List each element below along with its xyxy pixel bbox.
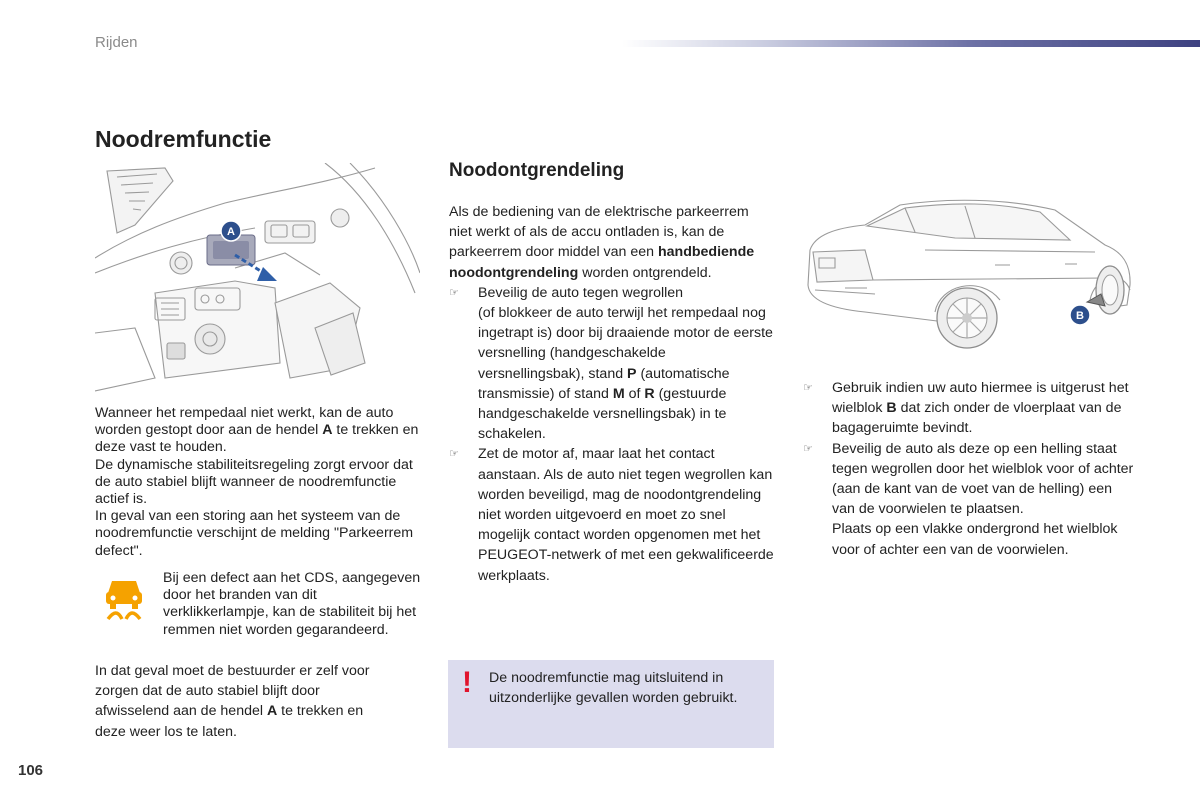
- right-column: [803, 378, 1137, 560]
- section-header: Rijden: [95, 34, 138, 51]
- paragraph-fault-message: In geval van een storing aan het systeem van de noodremfunctie verschijnt de melding "Parkeerrem defect".: [95, 508, 414, 559]
- warning-note: [448, 660, 774, 748]
- pointing-hand-icon: ☞: [449, 285, 459, 299]
- marker-a-label: A: [227, 226, 235, 238]
- marker-b-label: B: [1076, 310, 1084, 322]
- middle-column: [449, 202, 775, 586]
- cds-warning-text: Bij een defect aan het CDS, aangegeven door het branden van dit verklikkerlampje, kan de stabiliteit bij het remmen niet worden gegarandeerd.: [163, 570, 421, 638]
- warning-text: De noodremfunctie mag uitsluitend in uitzonderlijke gevallen worden gebruikt.: [489, 670, 738, 707]
- pointing-hand-icon: ☞: [803, 381, 813, 394]
- paragraph-driver-action: In dat geval moet de bestuurder er zelf voor zorgen dat de auto stabiel blijft door afwisselend aan de hendel A te trekken en deze weer los te laten.: [95, 663, 370, 740]
- list-item: ☞ Zet de motor af, maar laat het contact aanstaan. Als de auto niet tegen wegrollen kan worden beveiligd, mag de noodontgrendeling niet worden uitgevoerd en moet zo snel mogelijk contact worden opgenomen met het PEUGEOT-netwerk of met een gekwalificeerde werkplaats.: [449, 446, 774, 584]
- list-item: ☞ Gebruik indien uw auto hiermee is uitgerust het wielblok B dat zich onder de vloerplaat van de bagageruimte bevindt.: [803, 380, 1129, 437]
- list-item: ☞ Beveilig de auto tegen wegrollen (of blokkeer de auto terwijl het rempedaal nog ingetrapt is) door bij draaiende motor de eerste versnelling (handgeschakelde versnellingsbak), stand P (automatische transmissie) of stand M of R (gestuurde handgeschakelde versnellingsbak) in te schakelen.: [449, 284, 773, 443]
- skidding-car-warning-icon: [100, 575, 148, 623]
- pointing-hand-icon: ☞: [803, 441, 813, 455]
- exclamation-icon: !: [462, 666, 472, 699]
- header-gradient-bar: [622, 40, 1200, 47]
- list-item: ☞ Beveilig de auto als deze op een helling staat tegen wegrollen door het wielblok voor of achter (aan de kant van de voet van de helling) een van de voorwielen te plaatsen. Plaats op een vlakke ondergrond het wielblok voor of achter een van de voorwielen.: [803, 440, 1134, 558]
- car-illustration: [805, 190, 1135, 365]
- section-subtitle: Noodontgrendeling: [449, 160, 625, 181]
- page-number: 106: [18, 762, 44, 779]
- paragraph-lever: Wanneer het rempedaal niet werkt, kan de auto worden gestopt door aan de hendel A te trekken en deze vast te houden.: [95, 405, 419, 456]
- dashboard-illustration: [95, 163, 420, 393]
- page-title: Noodremfunctie: [95, 126, 272, 152]
- left-column: [95, 405, 425, 560]
- intro-paragraph: Als de bediening van de elektrische parkeerrem niet werkt of als de accu ontladen is, kan de parkeerrem door middel van een handbediende noodontgrendeling worden ontgrendeld.: [449, 204, 755, 281]
- paragraph-stability: De dynamische stabiliteitsregeling zorgt ervoor dat de auto stabiel blijft wanneer de noodremfunctie actief is.: [95, 456, 413, 508]
- pointing-hand-icon: ☞: [449, 447, 459, 461]
